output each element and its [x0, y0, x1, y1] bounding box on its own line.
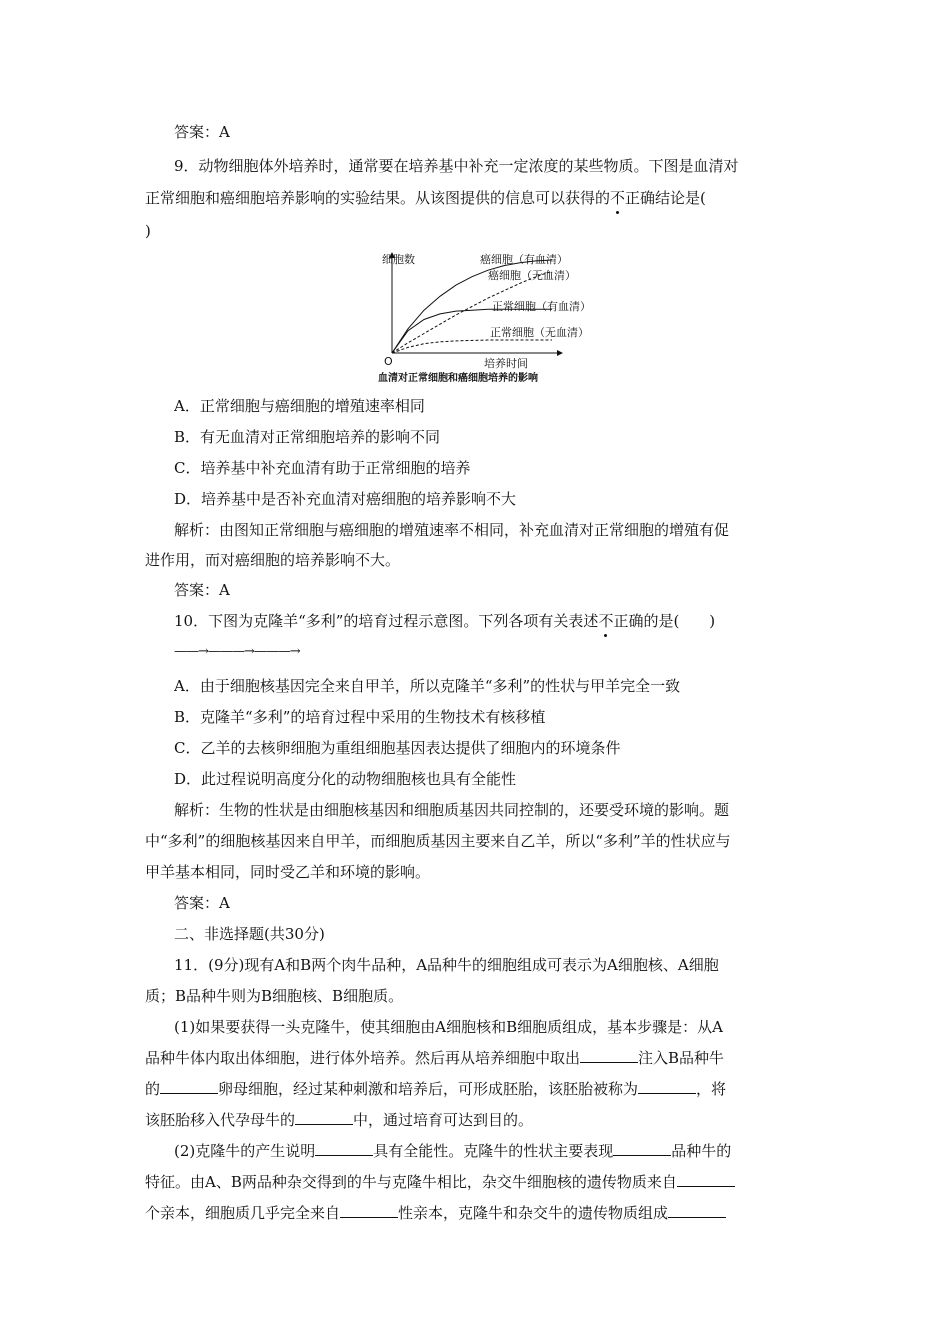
- q9-analysis-line2: 进作用，而对癌细胞的培养影响不大。: [145, 551, 401, 569]
- q11-p1-line4: [145, 1109, 533, 1131]
- q10-option-c: C．乙羊的去核卵细胞为重组细胞基因表达提供了细胞内的环境条件: [174, 739, 621, 757]
- q11-p2-line2-a: 特征。由A、B两品种杂交得到的牛与克隆牛相比，杂交牛细胞核的遗传物质来自: [145, 1173, 677, 1191]
- answer-blank[interactable]: [340, 1203, 398, 1218]
- q10-stem-pre: 10．下图为克隆羊“多利”的培育过程示意图。下列各项有关表述: [174, 612, 599, 630]
- q11-p1-line2: [145, 1047, 724, 1069]
- y-axis-label: 细胞数: [382, 253, 415, 266]
- q11-p2-line1-a: (2)克隆牛的产生说明: [174, 1142, 316, 1160]
- q10-answer: 答案：A: [174, 894, 230, 912]
- q9-emphasis-mark: 不: [610, 189, 626, 207]
- legend-normal-serum: 正常细胞（有血清）: [492, 300, 591, 313]
- q10-analysis-line3: 甲羊基本相同，同时受乙羊和环境的影响。: [145, 863, 431, 881]
- q11-p2-line3: [145, 1202, 726, 1224]
- q9-option-b: B．有无血清对正常细胞培养的影响不同: [174, 428, 441, 446]
- q9-stem-line2-pre: 正常细胞和癌细胞培养影响的实验结果。从该图提供的信息可以获得的: [145, 189, 611, 207]
- q9-stem-line2-post: 正确结论是(: [625, 189, 706, 207]
- q11-p1-line3-b: 卵母细胞，经过某种刺激和培养后，可形成胚胎，该胚胎被称为: [218, 1080, 639, 1098]
- q10-option-d: D．此过程说明高度分化的动物细胞核也具有全能性: [174, 770, 517, 788]
- q11-p1-line1: (1)如果要获得一头克隆牛，使其细胞由A细胞核和B细胞质组成，基本步骤是：从A: [174, 1018, 723, 1036]
- answer-blank[interactable]: [315, 1141, 373, 1156]
- q11-p1-line4-b: 中，通过培育可达到目的。: [353, 1111, 534, 1129]
- q11-p1-line4-a: 该胚胎移入代孕母牛的: [145, 1111, 296, 1129]
- answer-blank[interactable]: [295, 1110, 353, 1125]
- q10-stem-post: 正确的是( ): [613, 612, 716, 630]
- x-axis-label: 培养时间: [484, 357, 528, 370]
- answer-blank[interactable]: [668, 1203, 726, 1218]
- legend-normal-no-serum: 正常细胞（无血清）: [490, 326, 589, 339]
- q10-analysis-line2: 中“多利”的细胞核基因来自甲羊，而细胞质基因主要来自乙羊，所以“多利”羊的性状应与: [145, 832, 731, 850]
- q9-analysis-line1: 解析：由图知正常细胞与癌细胞的增殖速率不相同，补充血清对正常细胞的增殖有促: [174, 521, 730, 539]
- q9-stem-line3: ): [145, 222, 151, 240]
- q11-p2-line2: [145, 1171, 735, 1193]
- q9-answer: 答案：A: [174, 581, 230, 599]
- q9-option-c: C．培养基中补充血清有助于正常细胞的培养: [174, 459, 471, 477]
- q9-option-a: A．正常细胞与癌细胞的增殖速率相同: [174, 397, 425, 415]
- q11-p2-line1-b: 具有全能性。克隆牛的性状主要表现: [373, 1142, 614, 1160]
- q11-p2-line3-b: 性亲本，克隆牛和杂交牛的遗传物质组成: [398, 1204, 669, 1222]
- q10-process-arrows: ——→———→———→: [174, 644, 300, 659]
- legend-cancer-serum: 癌细胞（有血清）: [480, 253, 568, 266]
- serum-effect-chart: [372, 248, 622, 386]
- q9-stem-line2: [145, 187, 706, 209]
- q11-p2-line3-a: 个亲本，细胞质几乎完全来自: [145, 1204, 341, 1222]
- q11-p2-line1-c: 品种牛的: [671, 1142, 732, 1160]
- legend-cancer-no-serum: 癌细胞（无血清）: [488, 269, 576, 282]
- q11-line1: 11．(9分)现有A和B两个肉牛品种，A品种牛的细胞组成可表示为A细胞核、A细胞: [174, 956, 719, 974]
- q11-p1-line3: [145, 1078, 726, 1100]
- q11-p1-line2-a: 品种牛体内取出体细胞，进行体外培养。然后再从培养细胞中取出: [145, 1049, 581, 1067]
- q10-option-a: A．由于细胞核基因完全来自甲羊，所以克隆羊“多利”的性状与甲羊完全一致: [174, 677, 681, 695]
- chart-svg: [372, 248, 622, 386]
- q9-option-d: D．培养基中是否补充血清对癌细胞的培养影响不大: [174, 490, 517, 508]
- answer-blank[interactable]: [160, 1079, 218, 1094]
- q11-line2: 质；B品种牛则为B细胞核、B细胞质。: [145, 987, 404, 1005]
- q10-analysis-line1: 解析：生物的性状是由细胞核基因和细胞质基因共同控制的，还要受环境的影响。题: [174, 801, 730, 819]
- answer-blank[interactable]: [613, 1141, 671, 1156]
- section2-title: 二、非选择题(共30分): [174, 925, 325, 943]
- q10-emphasis-mark: 不: [598, 612, 614, 630]
- answer-blank[interactable]: [677, 1172, 735, 1187]
- q11-p2-line1: [174, 1140, 731, 1162]
- series-normal-no-serum: [392, 340, 552, 353]
- q11-p1-line3-c: ，将: [696, 1080, 727, 1098]
- chart-title: 血清对正常细胞和癌细胞培养的影响: [378, 373, 538, 384]
- q11-p1-line2-b: 注入B品种牛: [638, 1049, 725, 1067]
- answer-blank[interactable]: [638, 1079, 696, 1094]
- q8-answer: 答案：A: [174, 123, 230, 141]
- answer-blank[interactable]: [580, 1048, 638, 1063]
- origin-label: O: [384, 355, 393, 368]
- q11-p1-line3-a: 的: [145, 1080, 161, 1098]
- q9-stem-line1: 9．动物细胞体外培养时，通常要在培养基中补充一定浓度的某些物质。下图是血清对: [174, 157, 739, 175]
- q10-stem: [174, 610, 715, 632]
- q10-option-b: B．克隆羊“多利”的培育过程中采用的生物技术有核移植: [174, 708, 546, 726]
